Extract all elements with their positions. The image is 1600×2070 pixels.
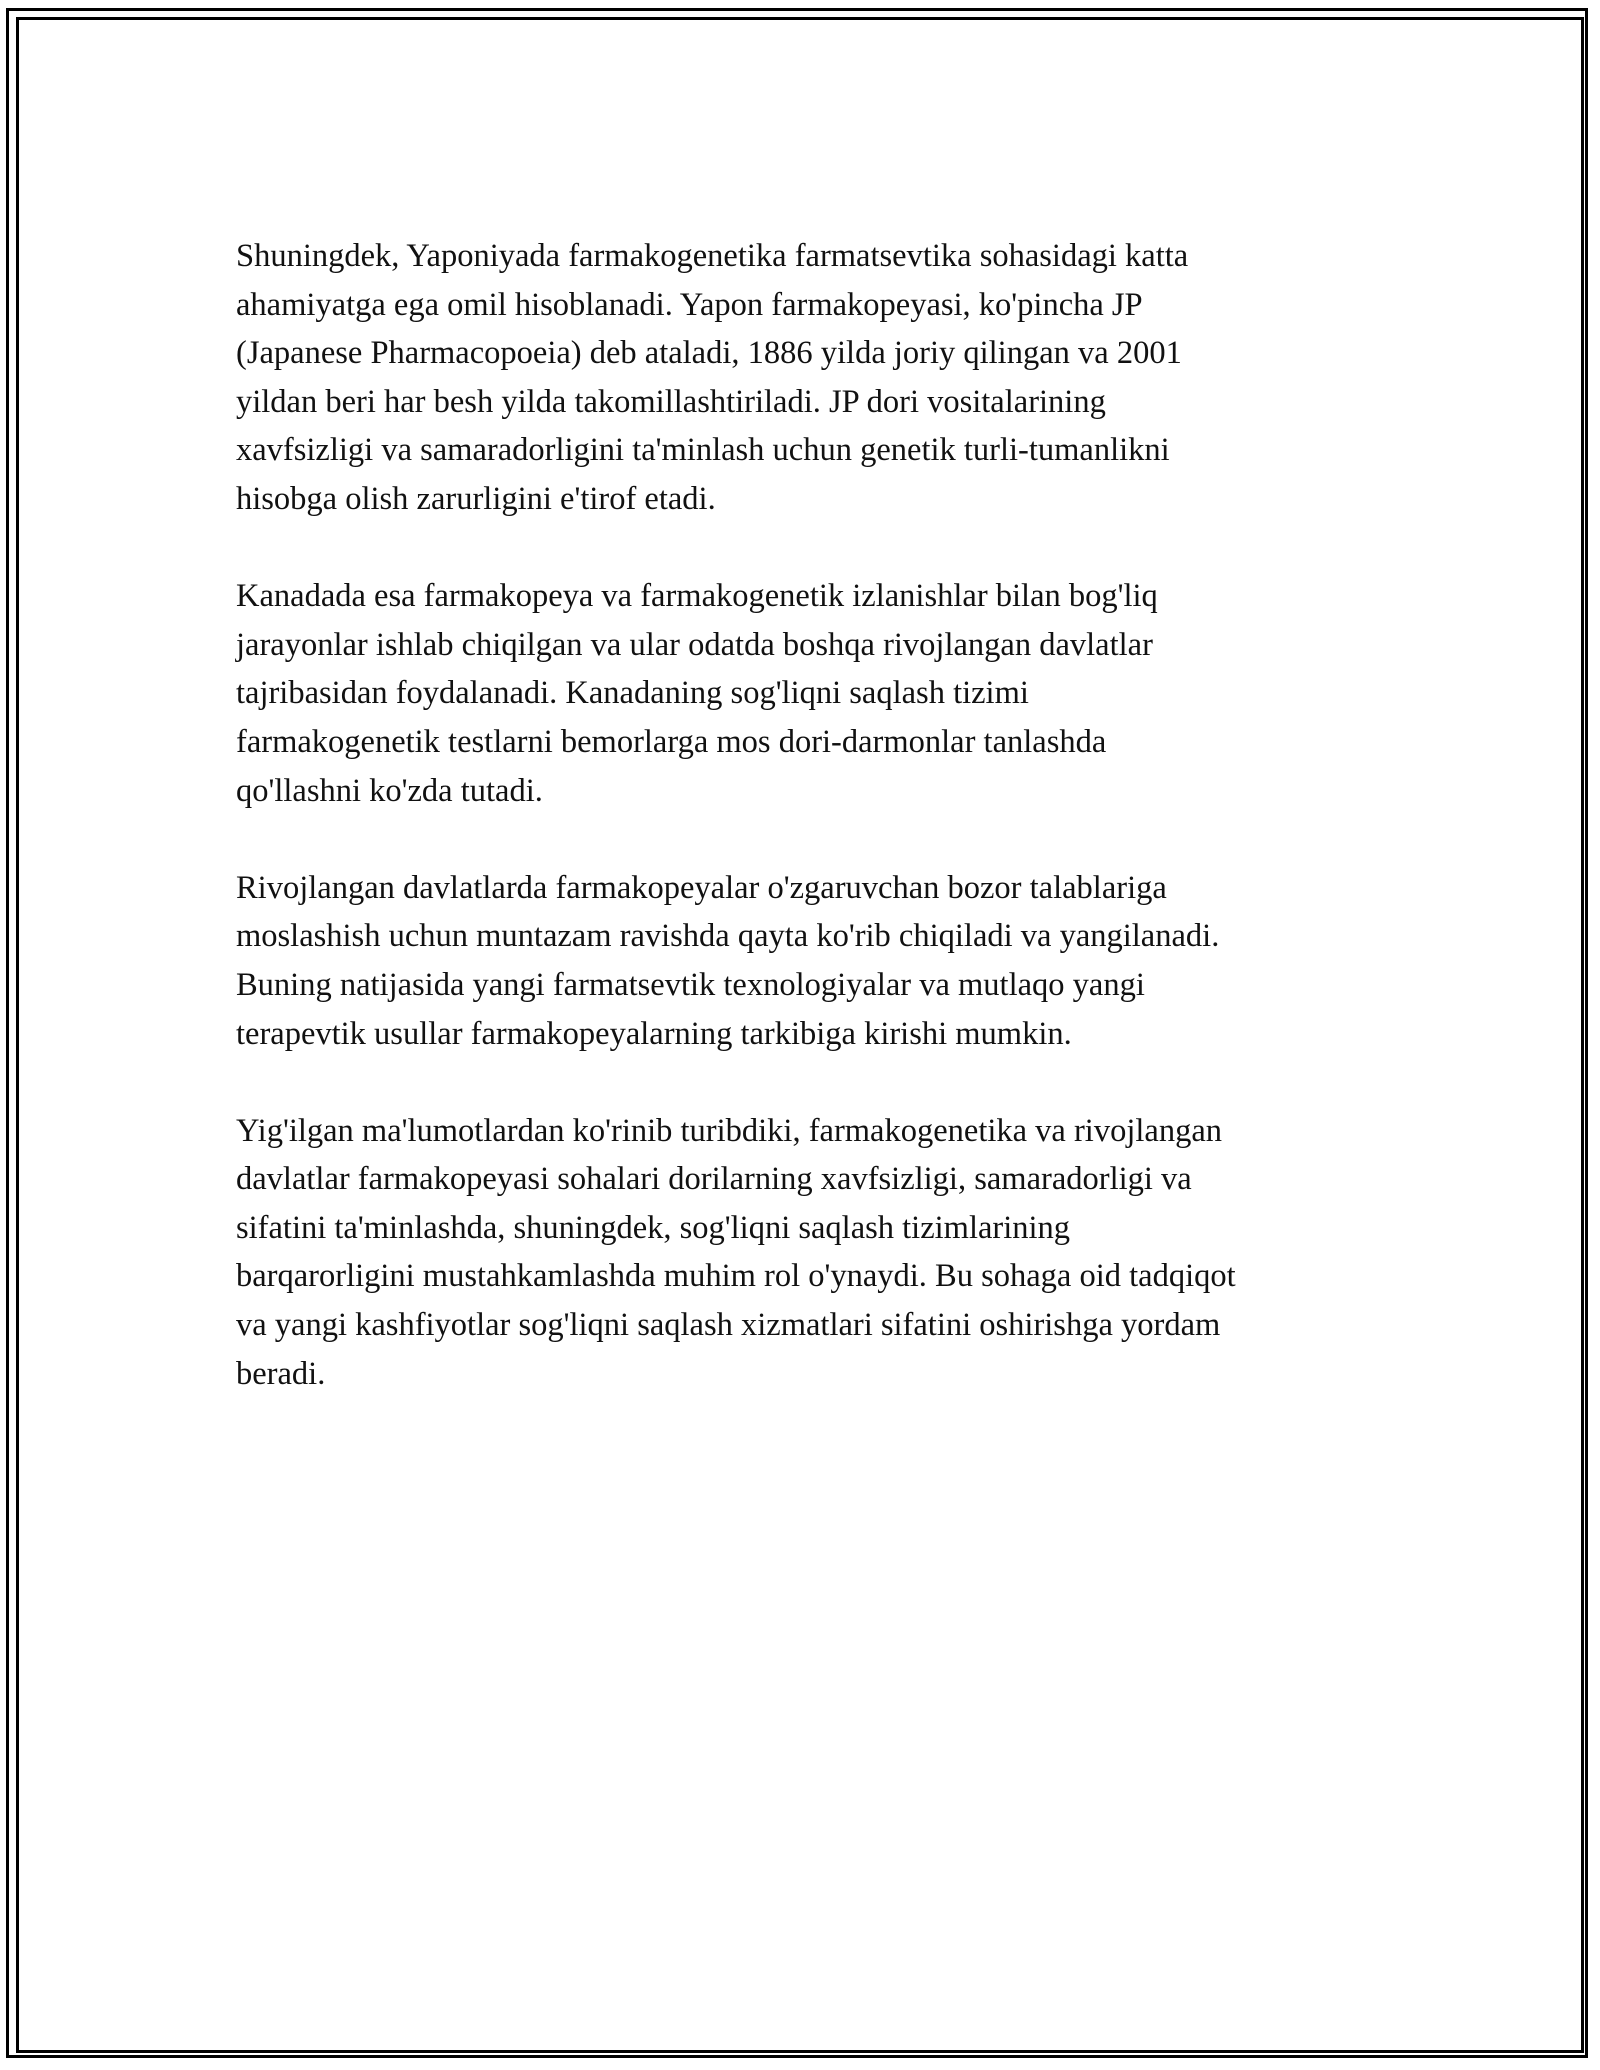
text-line: barqarorligini mustahkamlashda muhim rol o'ynaydi. Bu sohaga oid tadqiqot (236, 1258, 1236, 1295)
text-line: Rivojlangan davlatlarda farmakopeyalar o'zgaruvchan bozor talablariga (236, 869, 1167, 906)
text-line: va yangi kashfiyotlar sog'liqni saqlash xizmatlari sifatini oshirishga yordam (236, 1307, 1221, 1344)
paragraph-japan (236, 232, 1386, 524)
text-line: Buning natijasida yangi farmatsevtik texnologiyalar va mutlaqo yangi (236, 966, 1145, 1003)
text-line: terapevtik usullar farmakopeyalarning tarkibiga kirishi mumkin. (236, 1015, 1072, 1052)
text-line: yildan beri har besh yilda takomillashtiriladi. JP dori vositalarining (236, 383, 1106, 420)
text-line: moslashish uchun muntazam ravishda qayta ko'rib chiqiladi va yangilanadi. (236, 918, 1220, 955)
text-line: xavfsizligi va samaradorligini ta'minlash uchun genetik turli-tumanlikni (236, 432, 1170, 469)
text-line: tajribasidan foydalanadi. Kanadaning sog'liqni saqlash tizimi (236, 675, 1029, 712)
text-line: beradi. (236, 1355, 326, 1392)
paragraph-canada (236, 572, 1386, 815)
text-line: hisobga olish zarurligini e'tirof etadi. (236, 480, 716, 517)
text-line: ahamiyatga ega omil hisoblanadi. Yapon farmakopeyasi, ko'pincha JP (236, 286, 1143, 323)
text-line: sifatini ta'minlashda, shuningdek, sog'liqni saqlash tizimlarining (236, 1209, 1071, 1246)
text-line: farmakogenetik testlarni bemorlarga mos dori-darmonlar tanlashda (236, 723, 1107, 760)
text-line: Yig'ilgan ma'lumotlardan ko'rinib turibdiki, farmakogenetika va rivojlangan (236, 1112, 1222, 1149)
text-line: Shuningdek, Yaponiyada farmakogenetika farmatsevtika sohasidagi katta (236, 238, 1189, 274)
text-line: qo'llashni ko'zda tutadi. (236, 772, 543, 809)
text-line: Kanadada esa farmakopeya va farmakogenetik izlanishlar bilan bog'liq (236, 578, 1158, 615)
paragraph-conclusion (236, 1107, 1386, 1399)
document-body (236, 232, 1386, 1447)
text-line: (Japanese Pharmacopoeia) deb ataladi, 1886 yilda joriy qilingan va 2001 (236, 335, 1182, 372)
paragraph-developed-countries (236, 864, 1386, 1058)
text-line: jarayonlar ishlab chiqilgan va ular odatda boshqa rivojlangan davlatlar (236, 626, 1153, 663)
text-line: davlatlar farmakopeyasi sohalari dorilarning xavfsizligi, samaradorligi va (236, 1161, 1192, 1198)
